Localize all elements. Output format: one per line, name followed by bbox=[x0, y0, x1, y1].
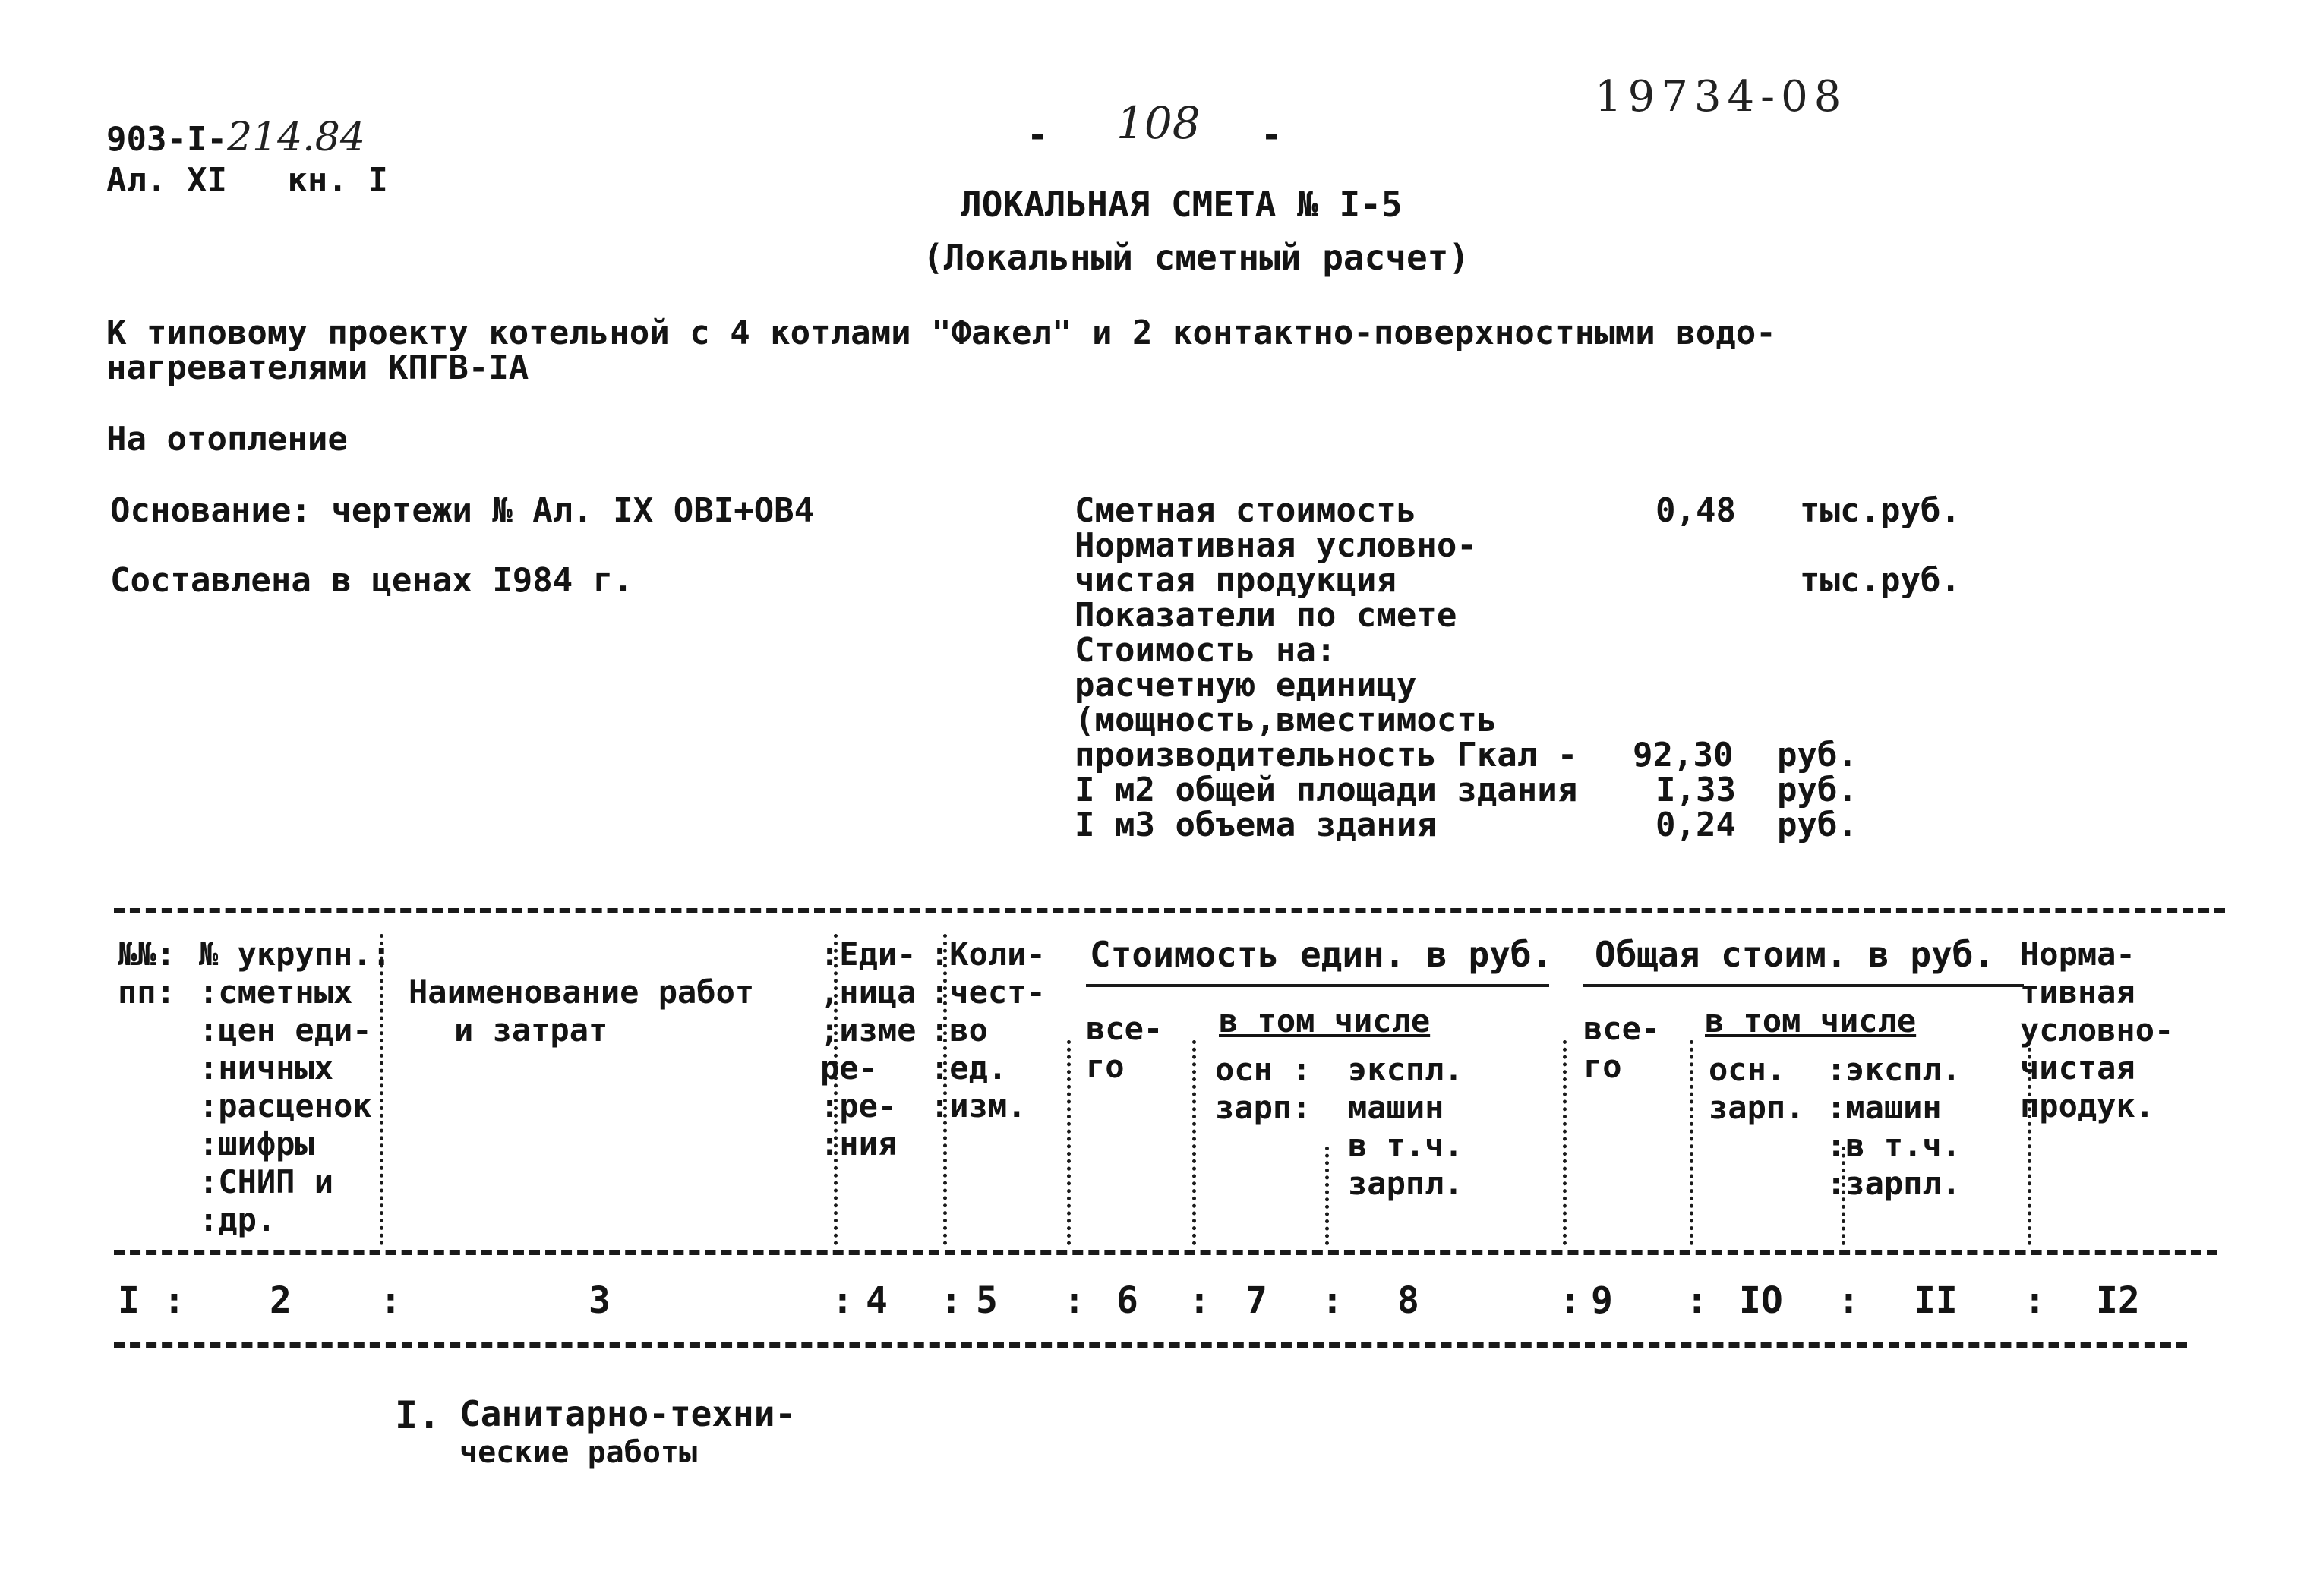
productivity-value: 92,30 bbox=[1633, 736, 1734, 774]
col-sep-7 bbox=[1192, 1040, 1196, 1245]
col-sep-10 bbox=[1690, 1040, 1693, 1245]
col-sep-8 bbox=[1325, 1147, 1329, 1245]
section-title-line-2: ческие работы bbox=[459, 1435, 698, 1470]
col-number-2: 2 bbox=[270, 1279, 292, 1322]
project-line-2: нагревателями КПГВ-IА bbox=[106, 349, 529, 387]
area-label: I м2 общей площади здания bbox=[1075, 771, 1578, 809]
project-line-1: К типовому проекту котельной с 4 котлами "Факел" и 2 контактно-поверхностными водо- bbox=[106, 314, 1776, 352]
col6-header: все- го bbox=[1086, 1010, 1163, 1085]
total-cost-header: Общая стоим. в руб. bbox=[1595, 934, 1995, 975]
stamp-number: 19734-08 bbox=[1595, 72, 1848, 121]
num-sep: : bbox=[163, 1279, 185, 1322]
num-sep: : bbox=[1188, 1279, 1210, 1322]
cost-value: 0,48 bbox=[1655, 491, 1736, 530]
productivity-unit: руб. bbox=[1777, 736, 1857, 774]
num-sep: : bbox=[1321, 1279, 1343, 1322]
total-cost-incl-label: в том числе bbox=[1705, 1002, 1917, 1039]
capacity-label: (мощность,вместимость bbox=[1075, 701, 1498, 740]
table-top-rule bbox=[114, 908, 2225, 913]
col12-header: Норма- тивная условно- чистая продук. bbox=[2020, 935, 2174, 1124]
num-sep: : bbox=[940, 1279, 962, 1322]
col-number-12: I2 bbox=[2096, 1279, 2140, 1322]
unit-cost-incl-label: в том числе bbox=[1219, 1002, 1431, 1039]
price-level: Составлена в ценах I984 г. bbox=[110, 561, 633, 600]
col-number-3: 3 bbox=[589, 1279, 611, 1322]
basis: Основание: чертежи № Ал. IX ОВI+ОВ4 bbox=[110, 491, 815, 530]
album-reference: Ал. XI кн. I bbox=[106, 161, 388, 200]
volume-label: I м3 объема здания bbox=[1075, 806, 1437, 844]
col-number-8: 8 bbox=[1397, 1279, 1419, 1322]
volume-value: 0,24 bbox=[1655, 806, 1736, 844]
col4-header: :Еди- ,ница ;изме ре- :ре- :ния bbox=[820, 935, 917, 1162]
header-bottom-rule bbox=[114, 1250, 2217, 1255]
page-number: 108 bbox=[1116, 97, 1201, 149]
col2-header: № укрупн.: :сметных :цен еди- :ничных :расценок :шифры :СНИП и :др. bbox=[199, 935, 391, 1238]
unit-cost-header: Стоимость един. в руб. bbox=[1090, 934, 1553, 975]
col-number-10: IO bbox=[1739, 1279, 1783, 1322]
col3-header: Наименование работ и затрат bbox=[409, 973, 755, 1049]
doc-subtitle: (Локальный сметный расчет) bbox=[923, 237, 1470, 278]
num-sep: : bbox=[1686, 1279, 1708, 1322]
col10-header: осн. зарп. bbox=[1709, 1051, 1805, 1126]
purpose: На отопление bbox=[106, 420, 348, 459]
col-sep-6 bbox=[1067, 1040, 1071, 1245]
doc-title: ЛОКАЛЬНАЯ СМЕТА № I-5 bbox=[961, 184, 1403, 225]
unit-cost-underline bbox=[1086, 984, 1549, 987]
cost-unit: тыс.руб. bbox=[1800, 491, 1961, 530]
norm-label-1: Нормативная условно- bbox=[1075, 526, 1477, 565]
col-number-7: 7 bbox=[1245, 1279, 1267, 1322]
doc-code-handwritten: 214.84 bbox=[226, 115, 365, 160]
volume-unit: руб. bbox=[1777, 806, 1857, 844]
area-unit: руб. bbox=[1777, 771, 1857, 809]
num-sep: : bbox=[2024, 1279, 2046, 1322]
page-dash-left: - bbox=[1027, 114, 1049, 156]
col-number-1: I bbox=[118, 1279, 140, 1322]
col9-header: все- го bbox=[1583, 1010, 1661, 1085]
norm-unit: тыс.руб. bbox=[1800, 561, 1961, 600]
total-cost-underline bbox=[1583, 984, 2024, 987]
col-number-4: 4 bbox=[866, 1279, 888, 1322]
doc-code bbox=[106, 115, 365, 160]
col-number-11: II bbox=[1914, 1279, 1958, 1322]
col11-header: :экспл. :машин :в т.ч. :зарпл. bbox=[1826, 1051, 1962, 1202]
cost-label: Сметная стоимость bbox=[1075, 491, 1417, 530]
col-number-9: 9 bbox=[1591, 1279, 1613, 1322]
section-title-line-1: Санитарно-техни- bbox=[459, 1393, 797, 1434]
num-sep: : bbox=[1063, 1279, 1085, 1322]
col-number-6: 6 bbox=[1116, 1279, 1138, 1322]
num-sep: : bbox=[380, 1279, 402, 1322]
calc-unit-label: расчетную единицу bbox=[1075, 666, 1417, 705]
num-sep: : bbox=[832, 1279, 854, 1322]
doc-code-prefix: 903-I- bbox=[106, 120, 227, 159]
section-number: I. bbox=[395, 1393, 441, 1437]
page-dash-right: - bbox=[1261, 114, 1283, 156]
col5-header: :Коли- :чест- :во :ед. :изм. bbox=[930, 935, 1046, 1124]
numbers-row-rule bbox=[114, 1342, 2187, 1348]
col-sep-9 bbox=[1563, 1040, 1567, 1245]
col8-header: экспл. машин в т.ч. зарпл. bbox=[1348, 1051, 1463, 1202]
col1-header: №№: пп: bbox=[118, 935, 175, 1011]
col7-header: осн : зарп: bbox=[1215, 1051, 1311, 1126]
cost-per-label: Стоимость на: bbox=[1075, 631, 1337, 670]
norm-label-2: чистая продукция bbox=[1075, 561, 1397, 600]
col-number-5: 5 bbox=[976, 1279, 998, 1322]
indicators-label: Показатели по смете bbox=[1075, 596, 1457, 635]
num-sep: : bbox=[1559, 1279, 1581, 1322]
productivity-label: производительность Гкал - bbox=[1075, 736, 1578, 774]
area-value: I,33 bbox=[1655, 771, 1736, 809]
num-sep: : bbox=[1838, 1279, 1860, 1322]
